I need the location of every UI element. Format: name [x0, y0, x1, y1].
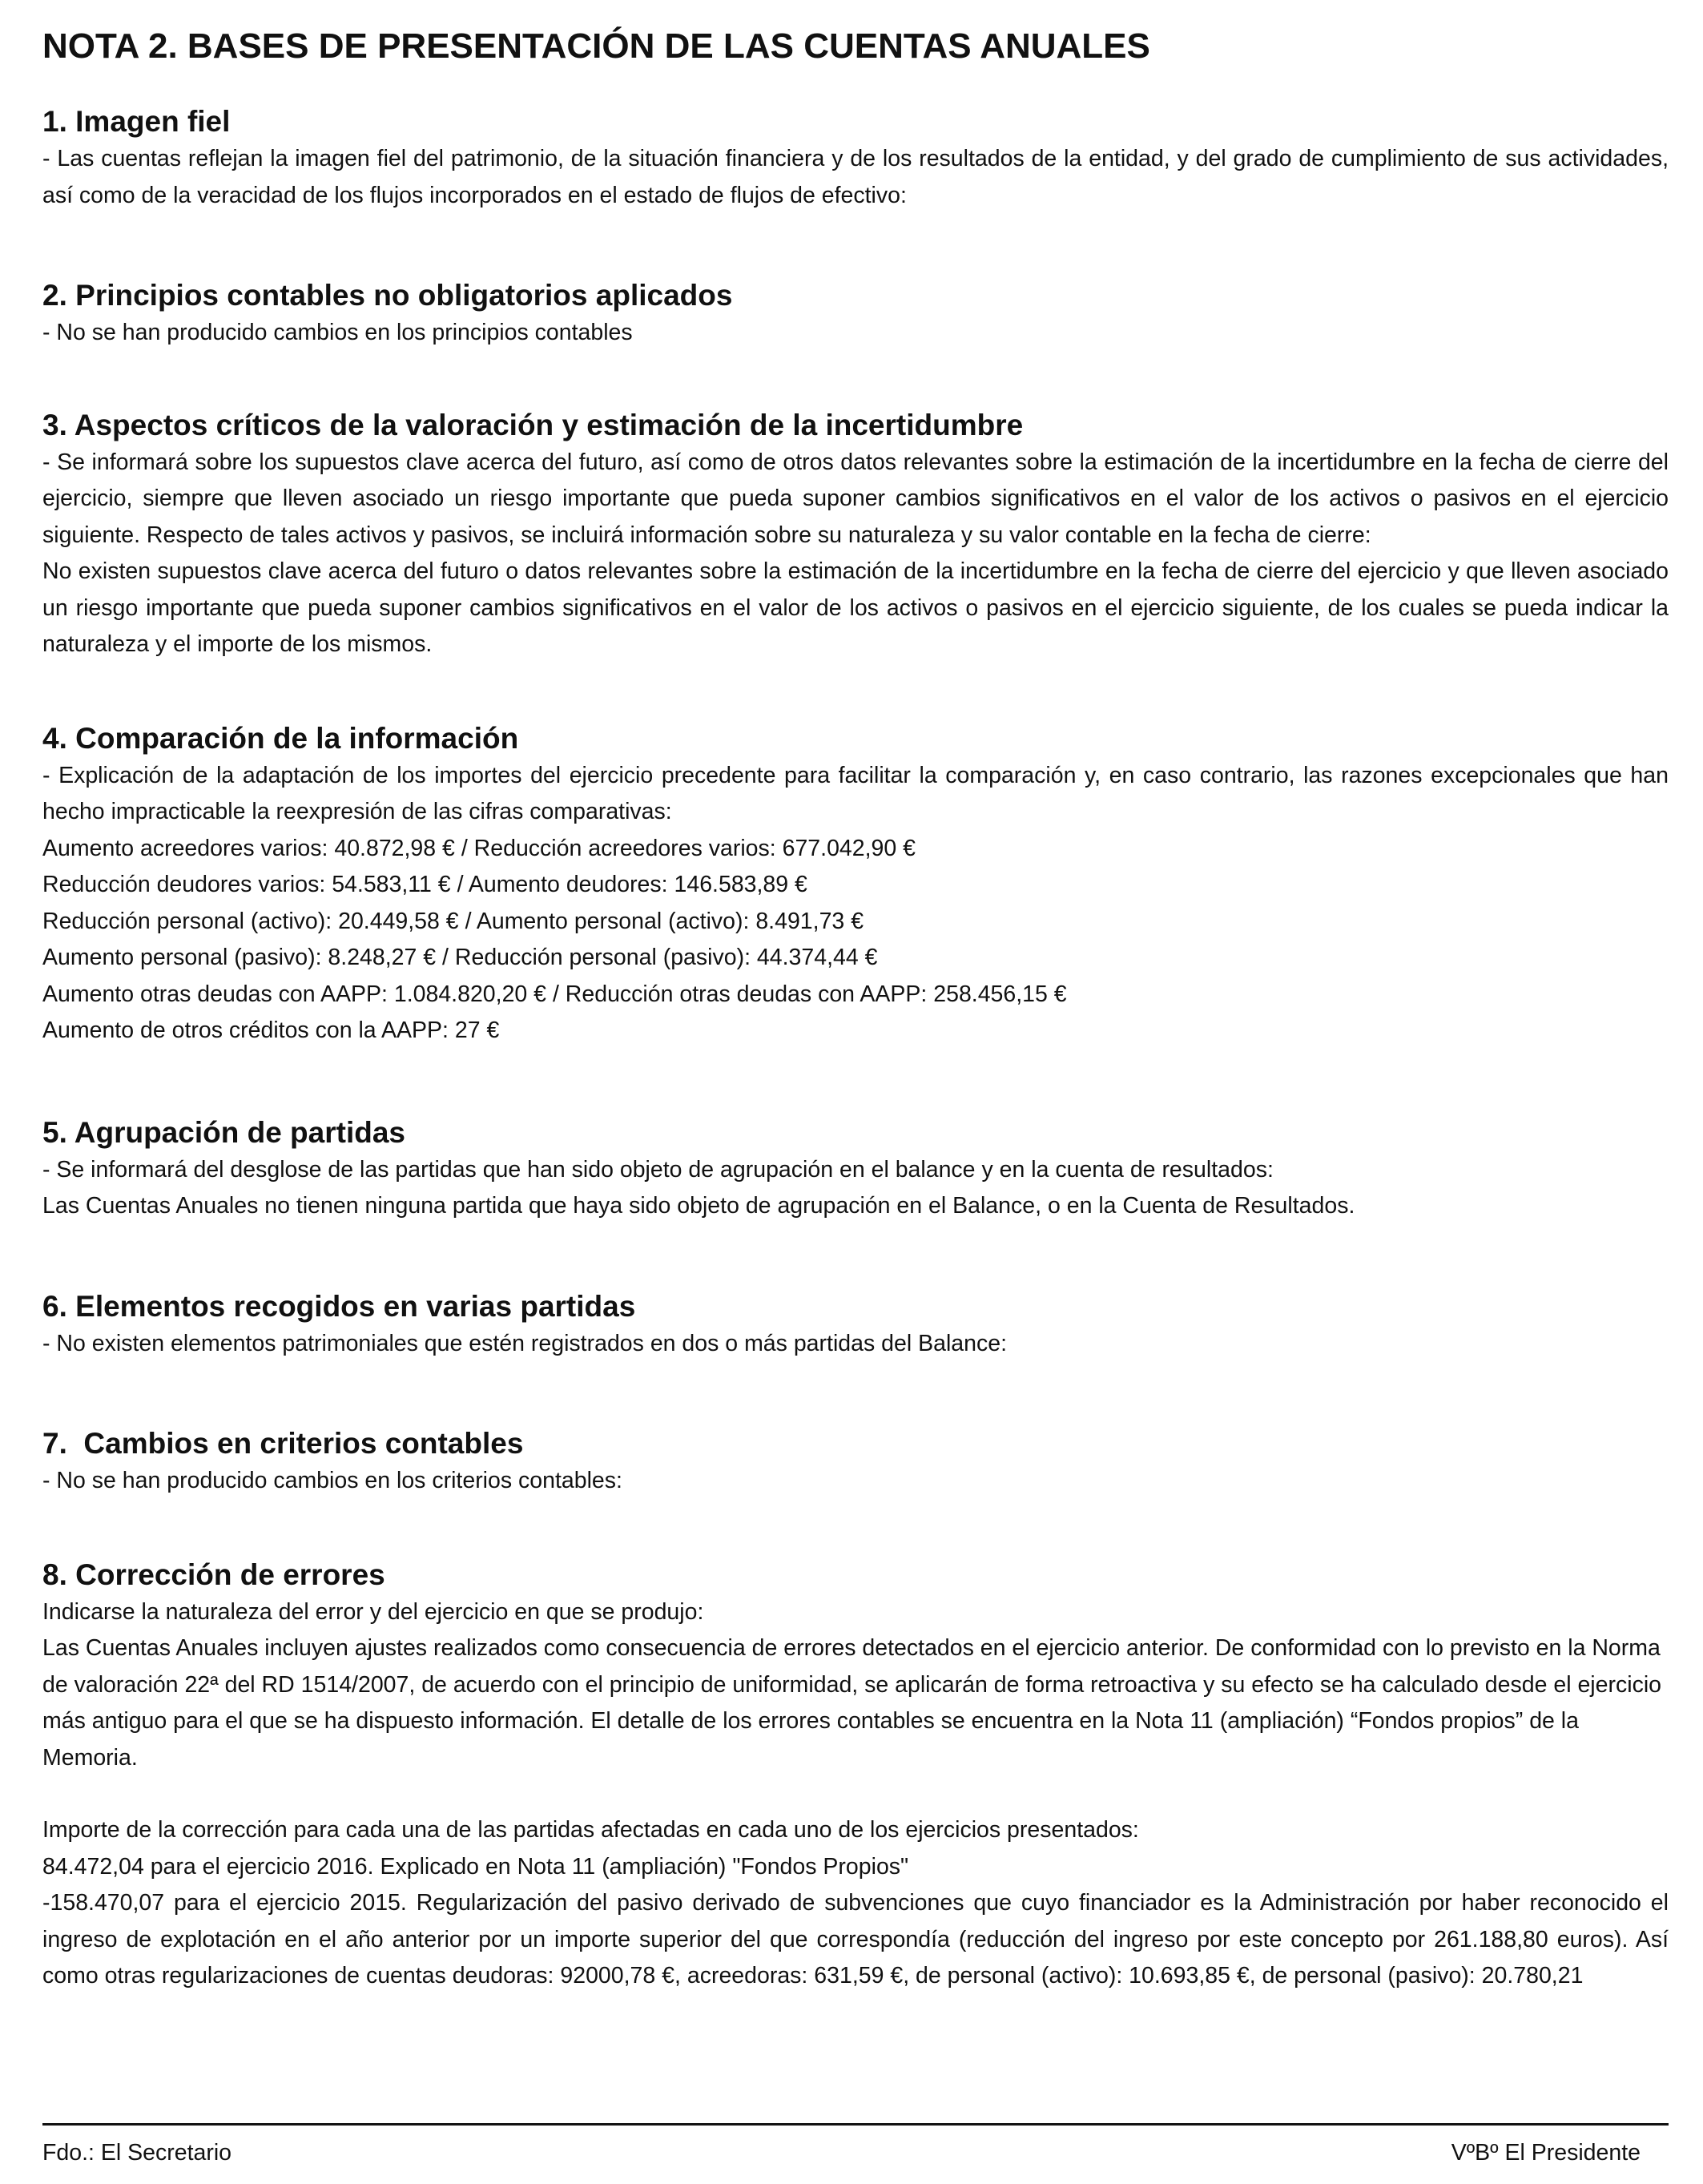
section-elementos-recogidos — [42, 1287, 1669, 1363]
section-agrupacion-partidas — [42, 1114, 1669, 1225]
section-paragraph: -158.470,07 para el ejercicio 2015. Regularización del pasivo derivado de subvenciones que cuyo financiador es la Administración por haber reconocido el ingreso de explotación en el año anterior por un importe superior del que correspondía (reducción del ingreso por este concepto por 261.188,80 euros). Así como otras regularizaciones de cuentas deudoras: 92000,78 €, acreedoras: 631,59 €, de personal (activo): 10.693,85 €, de personal (pasivo): 20.780,21 — [42, 1890, 1669, 1989]
comparison-line: Aumento personal (pasivo): 8.248,27 € / Reducción personal (pasivo): 44.374,44 € — [42, 945, 878, 970]
spacer — [42, 1776, 1669, 1812]
section-principios-contables — [42, 276, 1669, 352]
section-paragraph: Indicarse la naturaleza del error y del ejercicio en que se produjo: — [42, 1598, 704, 1625]
page-title: NOTA 2. BASES DE PRESENTACIÓN DE LAS CUENTAS ANUALES — [42, 26, 1150, 66]
section-paragraph: - Se informará sobre los supuestos clave acerca del futuro, así como de otros datos relevantes sobre la estimación de la incertidumbre en la fecha de cierre del ejercicio, siempre que lleven asociado un riesgo importante que pueda suponer cambios significativos en el valor de los activos o pasivos en el ejercicio siguiente. Respecto de tales activos y pasivos, se incluirá información sobre su naturaleza y su valor contable en la fecha de cierre: — [42, 449, 1669, 548]
section-paragraph: - Las cuentas reflejan la imagen fiel del patrimonio, de la situación financiera y de los resultados de la entidad, y del grado de cumplimiento de sus actividades, así como de la veracidad de los flujos incorporados en el estado de flujos de efectivo: — [42, 146, 1669, 208]
section-heading: 6. Elementos recogidos en varias partidas — [42, 1289, 636, 1323]
section-heading: 4. Comparación de la información — [42, 721, 519, 755]
comparison-line: Reducción deudores varios: 54.583,11 € / Aumento deudores: 146.583,89 € — [42, 872, 807, 897]
section-paragraph: - No se han producido cambios en los criterios contables: — [42, 1468, 622, 1493]
section-cambios-criterios — [42, 1424, 1669, 1500]
section-paragraph: Las Cuentas Anuales no tienen ninguna partida que haya sido objeto de agrupación en el Balance, o en la Cuenta de Resultados. — [42, 1193, 1355, 1219]
section-paragraph: - No se han producido cambios en los principios contables — [42, 320, 633, 345]
section-heading: 8. Corrección de errores — [42, 1557, 385, 1591]
section-heading: 2. Principios contables no obligatorios aplicados — [42, 279, 733, 312]
section-correccion-errores — [42, 1556, 1669, 1995]
section-paragraph: - Se informará del desglose de las partidas que han sido objeto de agrupación en el balance y en la cuenta de resultados: — [42, 1156, 1274, 1183]
section-paragraph: No existen supuestos clave acerca del futuro o datos relevantes sobre la estimación de la incertidumbre en la fecha de cierre del ejercicio y que lleven asociado un riesgo importante que pueda suponer cambios significativos en el valor de los activos o pasivos en el ejercicio siguiente, de los cuales se pueda indicar la naturaleza y el importe de los mismos. — [42, 558, 1669, 657]
president-signature-label: VºBº El Presidente — [1451, 2140, 1641, 2166]
comparison-line: Aumento de otros créditos con la AAPP: 27 € — [42, 1017, 500, 1043]
section-heading: 1. Imagen fiel — [42, 105, 231, 138]
document-page — [42, 22, 1669, 2048]
section-paragraph: 84.472,04 para el ejercicio 2016. Explicado en Nota 11 (ampliación) "Fondos Propios" — [42, 1853, 909, 1880]
section-comparacion — [42, 719, 1669, 1050]
comparison-line: Aumento otras deudas con AAPP: 1.084.820,20 € / Reducción otras deudas con AAPP: 258.456,15 € — [42, 981, 1067, 1007]
section-paragraph: - Explicación de la adaptación de los importes del ejercicio precedente para facilitar la comparación y, en caso contrario, las razones excepcionales que han hecho impracticable la reexpresión de las cifras comparativas: — [42, 762, 1669, 824]
secretary-signature-label: Fdo.: El Secretario — [42, 2140, 232, 2166]
section-paragraph: Importe de la corrección para cada una de las partidas afectadas en cada uno de los ejercicios presentados: — [42, 1817, 1139, 1843]
section-heading: 3. Aspectos críticos de la valoración y estimación de la incertidumbre — [42, 408, 1024, 441]
section-heading: 5. Agrupación de partidas — [42, 1115, 405, 1149]
comparison-line: Reducción personal (activo): 20.449,58 € / Aumento personal (activo): 8.491,73 € — [42, 908, 864, 934]
section-paragraph: Las Cuentas Anuales incluyen ajustes realizados como consecuencia de errores detectados en el ejercicio anterior. De conformidad con lo previsto en la Norma de valoración 22ª del RD 1514/2007, de acuerdo con el principio de uniformidad, se aplicarán de forma retroactiva y su efecto se ha calculado desde el ejercicio más antiguo para el que se ha dispuesto información. El detalle de los errores contables se encuentra en la Nota 11 (ampliación) “Fondos propios” de la Memoria. — [42, 1635, 1661, 1771]
section-paragraph: - No existen elementos patrimoniales que estén registrados en dos o más partidas del Balance: — [42, 1330, 1007, 1356]
signature-footer — [42, 2123, 1669, 2166]
section-imagen-fiel — [42, 103, 1669, 214]
section-heading: 7. Cambios en criterios contables — [42, 1427, 524, 1460]
comparison-line: Aumento acreedores varios: 40.872,98 € / Reducción acreedores varios: 677.042,90 € — [42, 835, 916, 861]
section-aspectos-criticos — [42, 406, 1669, 663]
